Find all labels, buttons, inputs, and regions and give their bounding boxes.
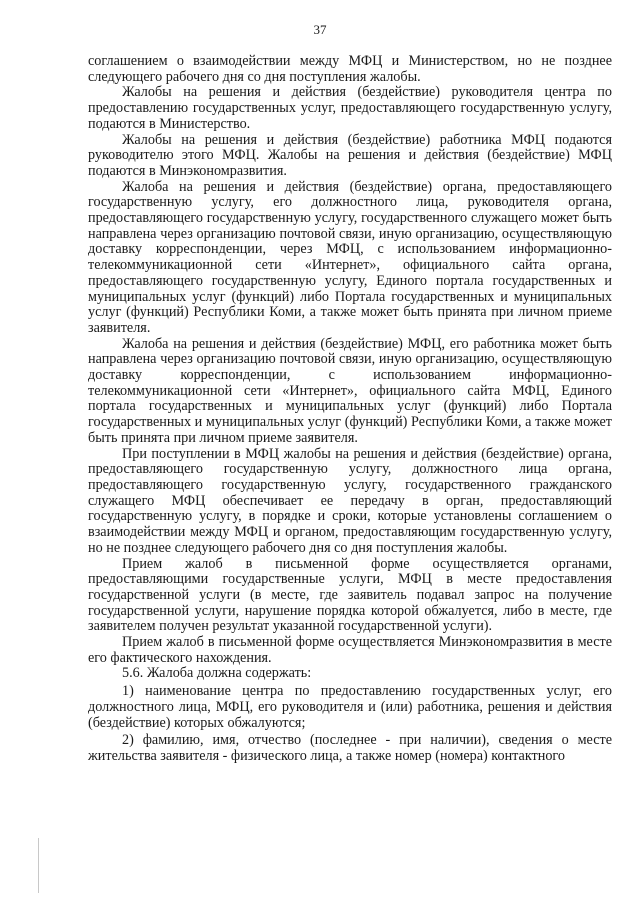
scan-margin-line [38,838,39,893]
paragraph-mfc-forwarding: При поступлении в МФЦ жалобы на решения и действия (бездействие) органа, предоставляющего государственную услугу, должностного лица органа, предоставляющего государственную услугу, государственного гражданского служащего МФЦ обеспечивает ее передачу в орган, предоставляющий государственную услугу, в порядке и сроки, которые установлены соглашением о взаимодействии между МФЦ и органом, предоставляющим государственную услугу, но не позднее следующего рабочего дня со дня поступления жалобы. [88,445,612,556]
page-number: 37 [313,22,327,37]
list-item-2: 2) фамилию, имя, отчество (последнее - при наличии), сведения о месте жительства заявителя - физического лица, а также номер (номера) контактного [88,732,612,764]
paragraph-complaint-submission-channels: Жалоба на решения и действия (бездействие) органа, предоставляющего государственную услугу, его должностного лица, руководителя органа, предоставляющего государственную услугу, государственного служащего может быть направлена через организацию почтовой связи, иную организацию, осуществляющую доставку корреспонденции, через МФЦ, с использованием информационно-телекоммуникационной сети «Интернет», официального сайта органа, предоставляющего государственную услугу, Единого портала государственных и муниципальных услуг (функций) либо Портала государственных и муниципальных услуг (функций) Республики Коми, а также может быть принята при личном приеме заявителя. [88,178,612,336]
paragraph-continuation: соглашением о взаимодействии между МФЦ и Министерством, но не позднее следующего рабочего дня со дня поступления жалобы. [88,53,612,85]
paragraph-complaint-against-mfc: Жалоба на решения и действия (бездействие) МФЦ, его работника может быть направлена через организацию почтовой связи, иную организацию, осуществляющую доставку корреспонденции, с использованием информационно-телекоммуникационной сети «Интернет», официального сайта МФЦ, Единого портала государственных и муниципальных услуг (функций) либо Портала государственных и муниципальных услуг (функций) Республики Коми, а также может быть принята при личном приеме заявителя. [88,335,612,446]
paragraph-complaints-to-ministry: Жалобы на решения и действия (бездействие) руководителя центра по предоставлению государственных услуг, предоставляющего государственную услугу, подаются в Министерство. [88,84,612,132]
section-heading-5-6: 5.6. Жалоба должна содержать: [122,665,312,682]
paragraph-written-complaints-bodies: Прием жалоб в письменной форме осуществляется органами, предоставляющими государственные услуги, МФЦ в месте предоставления государственной услуги (в месте, где заявитель подавал запрос на получение государственной услуги, нарушение порядка которой обжалуется, либо в месте, где заявителем получен результат указанной государственной услуги). [88,555,612,635]
paragraph-written-complaints-ministry: Прием жалоб в письменной форме осуществляется Минэкономразвития в месте его фактического нахождения. [88,634,612,666]
list-item-1: 1) наименование центра по предоставлению государственных услуг, его должностного лица, МФЦ, его руководителя и (или) работника, решения и действия (бездействие) которых обжалуются; [88,683,612,731]
document-body [88,54,612,765]
paragraph-complaints-mfc-worker: Жалобы на решения и действия (бездействие) работника МФЦ подаются руководителю этого МФЦ. Жалобы на решения и действия (бездействие) МФЦ подаются в Минэкономразвития. [88,131,612,179]
